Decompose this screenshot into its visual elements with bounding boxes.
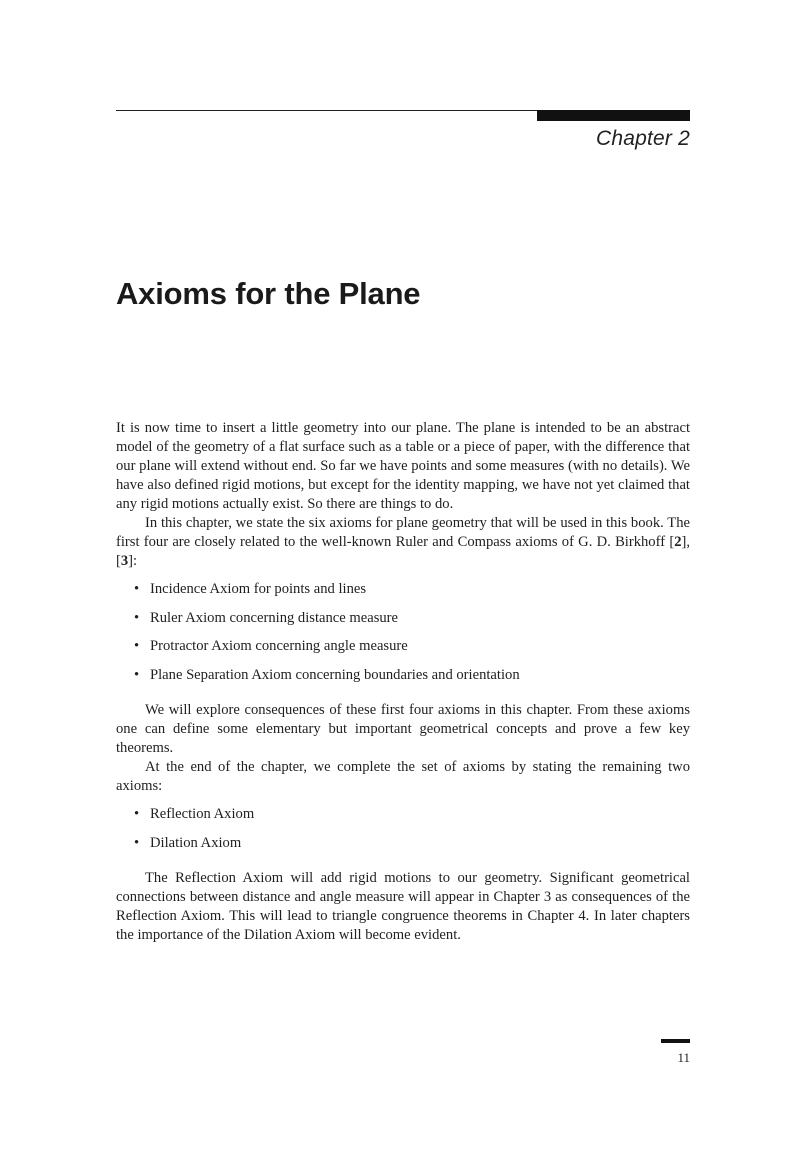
paragraph-remaining-axioms: At the end of the chapter, we complete the set of axioms by stating the remaining two axioms: bbox=[116, 759, 690, 794]
chapter-label: Chapter 2 bbox=[595, 127, 690, 150]
list-item bbox=[116, 580, 690, 609]
citation-close: ]: bbox=[128, 553, 138, 569]
list-item bbox=[116, 609, 690, 638]
bullet-icon: • bbox=[134, 581, 140, 597]
citation-link-2[interactable]: 2 bbox=[674, 534, 682, 550]
list-item-text: Reflection Axiom bbox=[150, 806, 255, 822]
list-item bbox=[116, 805, 690, 834]
paragraph-reflection: The Reflection Axiom will add rigid motions to our geometry. Significant geometrical connections between distance and angle measure will appear in Chapter 3 as consequences of the Reflection Axiom. This will lead to triangle congruence theorems in Chapter 4. In later chapters the importance of the Dilation Axiom will become evident. bbox=[116, 870, 690, 943]
list-item bbox=[116, 637, 690, 666]
paragraph-intro: It is now time to insert a little geometry into our plane. The plane is intended to be an abstract model of the geometry of a flat surface such as a table or a piece of paper, with the difference that our plane will extend without end. So far we have points and some measures (with no details). We have also defined rigid motions, but except for the identity mapping, we have not yet claimed that any rigid motions actually exist. So there are things to do. bbox=[116, 420, 690, 512]
page-number-bar bbox=[661, 1039, 690, 1043]
list-item bbox=[116, 834, 690, 863]
citation-separator: ], [ bbox=[116, 534, 690, 569]
bullet-icon: • bbox=[134, 609, 140, 626]
axiom-list-remaining bbox=[116, 805, 690, 862]
bullet-icon: • bbox=[134, 638, 140, 654]
citation-link-3[interactable]: 3 bbox=[120, 553, 129, 569]
bullet-icon: • bbox=[134, 666, 140, 683]
chapter-body bbox=[116, 419, 690, 945]
list-item-text: Ruler Axiom concerning distance measure bbox=[150, 609, 399, 626]
list-item-text: Plane Separation Axiom concerning boundaries and orientation bbox=[150, 666, 520, 683]
page-number: 11 bbox=[677, 1050, 690, 1065]
paragraph-axioms-overview-text: In this chapter, we state the six axioms for plane geometry that will be used in this book. The first four are closely related to the well-known Ruler and Compass axioms of G. D. Birkhoff [ bbox=[116, 515, 690, 550]
list-item bbox=[116, 666, 690, 695]
bullet-icon: • bbox=[134, 806, 140, 822]
bullet-icon: • bbox=[134, 834, 140, 851]
list-item-text: Incidence Axiom for points and lines bbox=[150, 581, 367, 597]
list-item-text: Protractor Axiom concerning angle measure bbox=[150, 638, 408, 654]
chapter-header-bar bbox=[537, 110, 690, 121]
list-item-text: Dilation Axiom bbox=[150, 834, 242, 851]
chapter-title: Axioms for the Plane bbox=[116, 276, 421, 311]
paragraph-axioms-overview bbox=[116, 514, 690, 571]
paragraph-consequences: We will explore consequences of these first four axioms in this chapter. From these axioms one can define some elementary but important geometrical concepts and prove a few key theorems. bbox=[116, 702, 690, 756]
axiom-list-first-four bbox=[116, 580, 690, 694]
